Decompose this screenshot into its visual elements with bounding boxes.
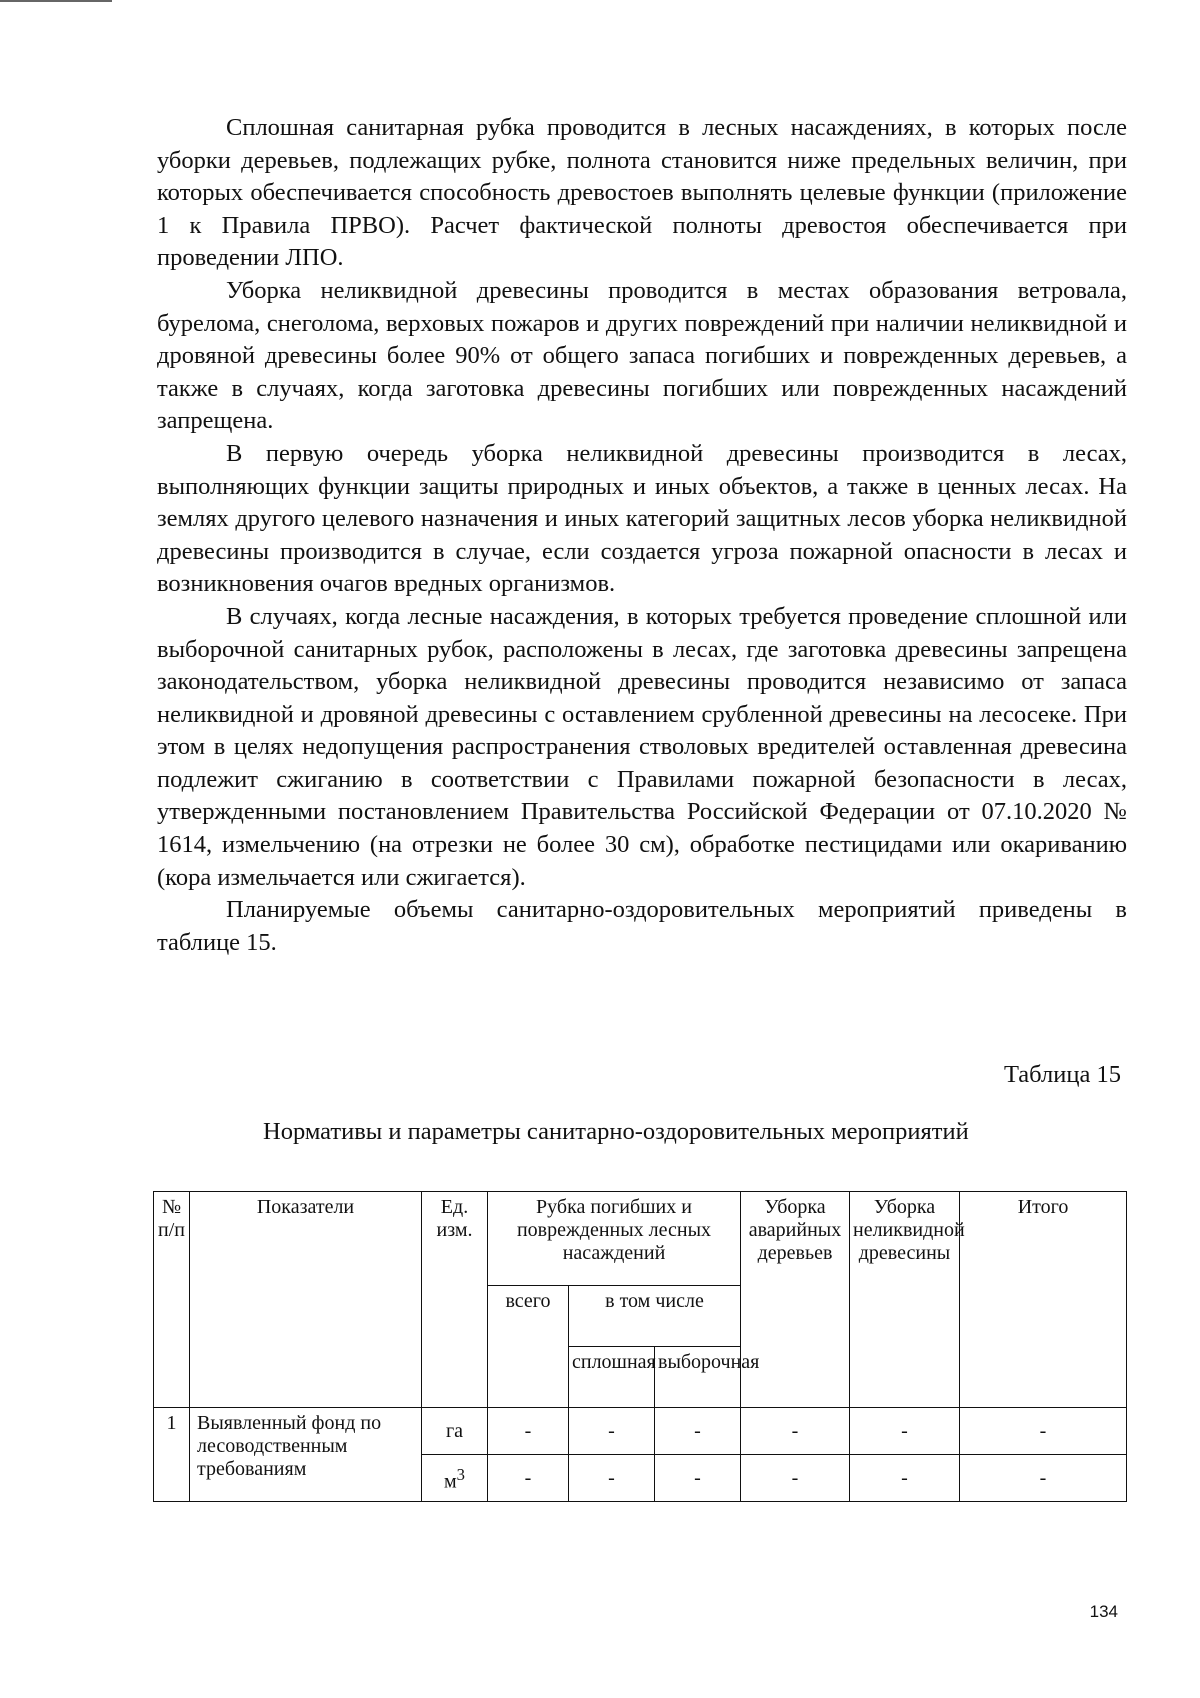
value-cell: - [960, 1408, 1127, 1455]
paragraph: В случаях, когда лесные насаждения, в которых требуется проведение сплошной или выборочной санитарных рубок, расположены в лесах, где заготовка древесины запрещена законодательством, уборка неликвидной древесины проводится независимо от запаса неликвидной и дровяной древесины с оставлением срубленной древесины на лесосеке. При этом в целях недопущения распространения стволовых вредителей оставленная древесина подлежит сжиганию в соответствии с Правилами пожарной безопасности в лесах, утвержденными постановлением Правительства Российской Федерации от 07.10.2020 № 1614, измельчению (на отрезки не более 30 см), обработке пестицидами или окариванию (кора измельчается или сжигается). [157, 602, 1127, 891]
header-selective: выборочная [655, 1347, 741, 1408]
value-cell: - [850, 1408, 960, 1455]
value-cell: - [569, 1408, 655, 1455]
paragraph: Уборка неликвидной древесины проводится в местах образования ветровала, бурелома, снеголома, верховых пожаров и других повреждений при наличии неликвидной и дровяной древесины более 90% от общего запаса погибших и поврежденных деревьев, а также в случаях, когда заготовка древесины погибших или поврежденных насаждений запрещена. [157, 276, 1127, 435]
value-cell: - [569, 1455, 655, 1502]
row-unit-ha: га [422, 1408, 488, 1455]
header-felling: Рубка погибших и поврежденных лесных насаждений [488, 1192, 741, 1286]
unit-base: м [444, 1470, 457, 1493]
row-num: 1 [154, 1408, 190, 1502]
header-num: № п/п [154, 1192, 190, 1408]
table-title: Нормативы и параметры санитарно-оздоровительных мероприятий [263, 1118, 969, 1145]
value-cell: - [741, 1408, 850, 1455]
body-text [157, 112, 1127, 959]
value-cell: - [850, 1455, 960, 1502]
paragraph: В первую очередь уборка неликвидной древесины производится в лесах, выполняющих функции защиты природных и иных объектов, а также в ценных лесах. На землях другого целевого назначения и иных категорий защитных лесов уборка неликвидной древесины производится в случае, если создается угроза пожарной опасности в лесах и возникновения очагов вредных организмов. [157, 439, 1127, 598]
value-cell: - [960, 1455, 1127, 1502]
paragraph: Сплошная санитарная рубка проводится в лесных насаждениях, в которых после уборки деревьев, подлежащих рубке, полнота становится ниже предельных величин, при которых обеспечивается способность древостоев выполнять целевые функции (приложение 1 к Правила ПРВО). Расчет фактической полноты древостоя обеспечивается при проведении ЛПО. [157, 114, 1127, 272]
header-indicator: Показатели [190, 1192, 422, 1408]
row-unit-m3 [422, 1455, 488, 1502]
header-total: Итого [960, 1192, 1127, 1408]
paragraph: Планируемые объемы санитарно-оздоровительных мероприятий приведены в таблице 15. [157, 896, 1127, 956]
header-emergency: Уборка аварийных деревьев [741, 1192, 850, 1408]
header-clear: сплошная [569, 1347, 655, 1408]
page-number: 134 [1089, 1602, 1118, 1621]
scan-edge-line [0, 0, 112, 2]
unit-superscript: 3 [456, 1464, 465, 1484]
table-row [154, 1408, 1127, 1455]
header-including: в том числе [569, 1286, 741, 1347]
header-all: всего [488, 1286, 569, 1408]
value-cell: - [655, 1408, 741, 1455]
header-unit: Ед. изм. [422, 1192, 488, 1408]
row-indicator: Выявленный фонд по лесоводственным требованиям [190, 1408, 422, 1502]
value-cell: - [655, 1455, 741, 1502]
sanitary-measures-table [153, 1191, 1127, 1502]
header-illiquid: Уборка неликвидной древесины [850, 1192, 960, 1408]
value-cell: - [488, 1408, 569, 1455]
table-number: Таблица 15 [1003, 1061, 1121, 1088]
value-cell: - [488, 1455, 569, 1502]
value-cell: - [741, 1455, 850, 1502]
